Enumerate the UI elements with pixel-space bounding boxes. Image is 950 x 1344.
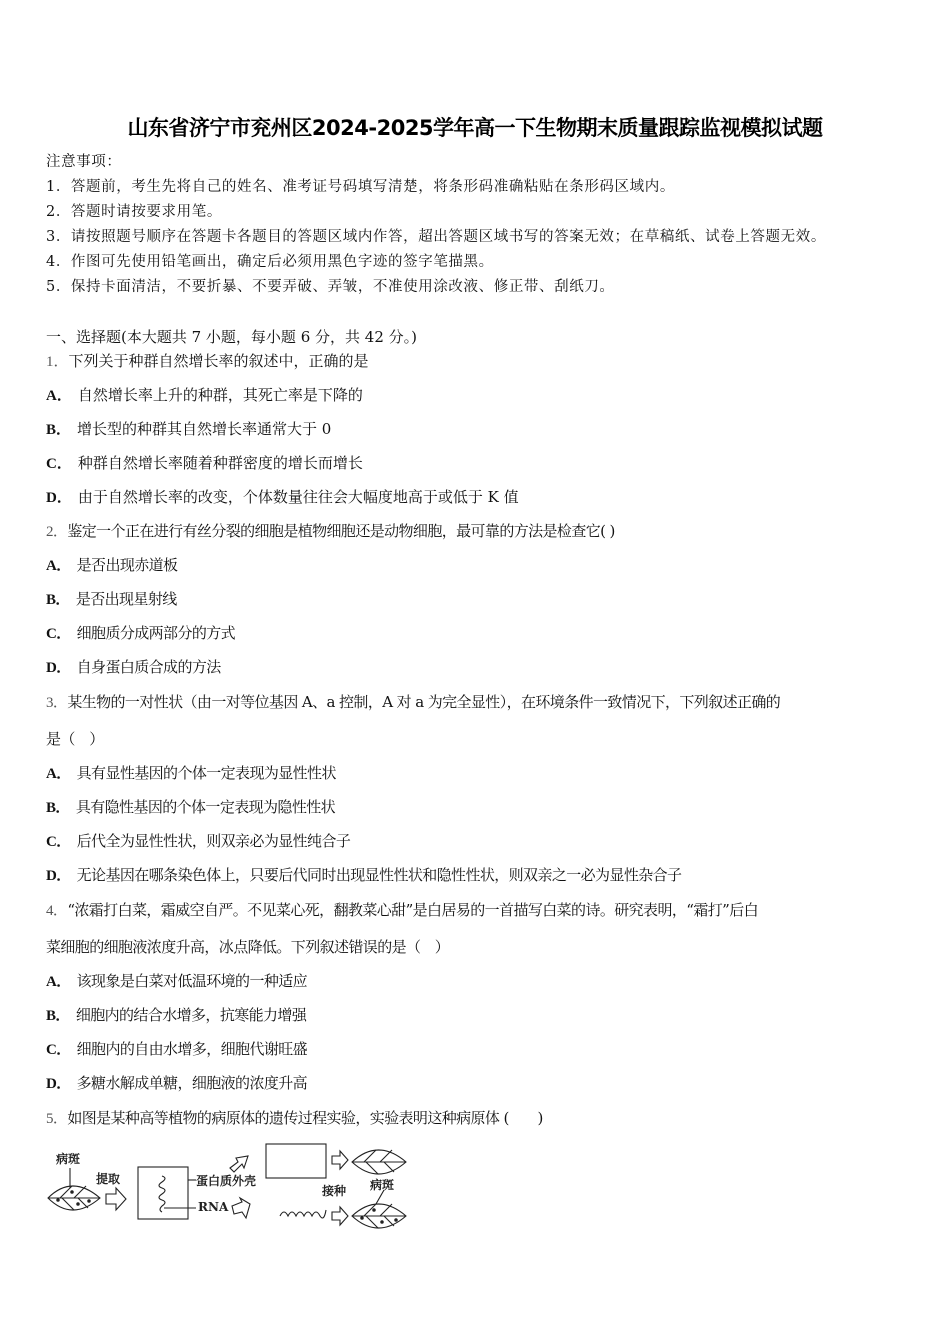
option-letter: B．	[46, 1008, 70, 1024]
label-inoculate: 接种	[322, 1184, 347, 1198]
question-number: 5．	[46, 1111, 68, 1127]
arrow-right-icon	[332, 1207, 348, 1225]
option-c	[46, 831, 350, 852]
label-extract: 提取	[96, 1172, 121, 1186]
healthy-leaf-icon	[352, 1150, 406, 1174]
option-d	[46, 1073, 307, 1094]
page-title: 山东省济宁市兖州区2024-2025学年高一下生物期末质量跟踪监视模拟试题	[127, 116, 823, 140]
question-text: 如图是某种高等植物的病原体的遗传过程实验，实验表明这种病原体 ( )	[67, 1109, 543, 1127]
section-heading: 一、选择题(本大题共 7 小题，每小题 6 分，共 42 分。)	[46, 328, 417, 346]
option-b	[46, 1005, 306, 1026]
notice-item: 4．作图可先使用铅笔画出，确定后必须用黑色字迹的签字笔描黑。	[46, 254, 494, 270]
option-text: 是否出现赤道板	[76, 556, 178, 574]
option-b	[46, 589, 177, 610]
label-protein-coat: 蛋白质外壳	[196, 1174, 257, 1188]
option-d	[46, 657, 221, 678]
option-c	[46, 623, 235, 644]
option-letter: B．	[46, 422, 72, 438]
option-c	[46, 1039, 307, 1060]
option-letter: D．	[46, 1076, 71, 1092]
option-text: 自然增长率上升的种群，其死亡率是下降的	[77, 386, 363, 404]
arrow-up-right-icon	[230, 1156, 248, 1172]
option-text: 多糖水解成单糖，细胞液的浓度升高	[76, 1074, 308, 1092]
notice-item: 1．答题前，考生先将自己的姓名、准考证号码填写清楚，将条形码准确粘贴在条形码区域内。	[46, 179, 675, 195]
option-letter: C．	[46, 626, 71, 642]
question-stem-continuation: 是（ ）	[46, 730, 104, 748]
label-rna: RNA	[198, 1200, 229, 1214]
option-letter: C．	[46, 1042, 71, 1058]
option-a	[46, 763, 336, 784]
label-lesion: 病斑	[370, 1178, 395, 1192]
arrow-right-icon	[332, 1151, 348, 1169]
option-text: 无论基因在哪条染色体上，只要后代同时出现显性性状和隐性性状，则双亲之一必为显性杂合子	[76, 866, 682, 884]
option-text: 种群自然增长率随着种群密度的增长而增长	[77, 454, 363, 472]
option-text: 细胞内的自由水增多，细胞代谢旺盛	[76, 1040, 308, 1058]
question-stem	[46, 351, 369, 372]
option-letter: A．	[46, 558, 71, 574]
option-a	[46, 971, 307, 992]
question-text: “浓霜打白菜，霜威空自严。不见菜心死，翻教菜心甜”是白居易的一首描写白菜的诗。研究表明，“霜打”后白	[67, 901, 758, 919]
option-text: 增长型的种群其自然增长率通常大于 0	[77, 420, 332, 438]
question-stem-continuation: 菜细胞的细胞液浓度升高，冰点降低。下列叙述错误的是（ ）	[46, 938, 450, 956]
option-text: 该现象是白菜对低温环境的一种适应	[76, 972, 308, 990]
option-text: 后代全为显性性状，则双亲必为显性纯合子	[76, 832, 351, 850]
option-letter: A．	[46, 388, 72, 404]
label-lesion: 病斑	[56, 1152, 81, 1166]
question-stem	[46, 521, 615, 542]
question-number: 4．	[46, 903, 68, 919]
infected-leaf-icon	[48, 1168, 100, 1210]
option-letter: D．	[46, 490, 72, 506]
option-letter: B．	[46, 800, 70, 816]
pathogen-experiment-diagram	[44, 1138, 420, 1234]
option-text: 自身蛋白质合成的方法	[76, 658, 221, 676]
arrow-down-right-icon	[232, 1198, 250, 1218]
option-text: 具有隐性基因的个体一定表现为隐性性状	[75, 798, 336, 816]
option-text: 细胞质分成两部分的方式	[76, 624, 236, 642]
option-letter: A．	[46, 766, 71, 782]
option-b	[46, 419, 331, 440]
option-d	[46, 865, 681, 886]
option-letter: C．	[46, 834, 71, 850]
infected-leaf-icon	[352, 1190, 406, 1228]
notice-item: 3．请按照题号顺序在答题卡各题目的答题区域内作答，超出答题区域书写的答案无效；在草稿纸、试卷上答题无效。	[46, 229, 826, 245]
option-c	[46, 453, 363, 474]
question-stem	[46, 1108, 543, 1129]
option-letter: B．	[46, 592, 70, 608]
option-a	[46, 385, 363, 406]
rna-coil-icon	[280, 1210, 326, 1218]
option-letter: D．	[46, 660, 71, 676]
question-text: 下列关于种群自然增长率的叙述中，正确的是	[68, 352, 369, 370]
question-stem	[46, 900, 758, 921]
option-b	[46, 797, 335, 818]
option-text: 由于自然增长率的改变，个体数量往往会大幅度地高于或低于 K 值	[77, 488, 519, 506]
option-text: 是否出现星射线	[75, 590, 177, 608]
question-number: 3．	[46, 695, 68, 711]
option-letter: A．	[46, 974, 71, 990]
question-text: 某生物的一对性状（由一对等位基因 A、a 控制，A 对 a 为完全显性），在环境条件一致情况下，下列叙述正确的	[67, 693, 781, 711]
protein-coat-box	[266, 1144, 326, 1178]
notice-item: 5．保持卡面清洁，不要折暴、不要弄破、弄皱，不准使用涂改液、修正带、刮纸刀。	[46, 279, 615, 295]
question-number: 2．	[46, 524, 68, 540]
option-d	[46, 487, 519, 508]
notice-heading: 注意事项：	[46, 154, 122, 170]
arrow-right-icon	[106, 1188, 126, 1210]
option-text: 细胞内的结合水增多，抗寒能力增强	[75, 1006, 307, 1024]
question-number: 1．	[46, 354, 69, 370]
question-text: 鉴定一个正在进行有丝分裂的细胞是植物细胞还是动物细胞，最可靠的方法是检查它( )	[67, 522, 615, 540]
notice-item: 2．答题时请按要求用笔。	[46, 204, 222, 220]
option-letter: C．	[46, 456, 72, 472]
option-a	[46, 555, 177, 576]
option-text: 具有显性基因的个体一定表现为显性性状	[76, 764, 336, 782]
rna-coil-icon	[159, 1176, 165, 1212]
question-stem	[46, 692, 780, 713]
option-letter: D．	[46, 868, 71, 884]
